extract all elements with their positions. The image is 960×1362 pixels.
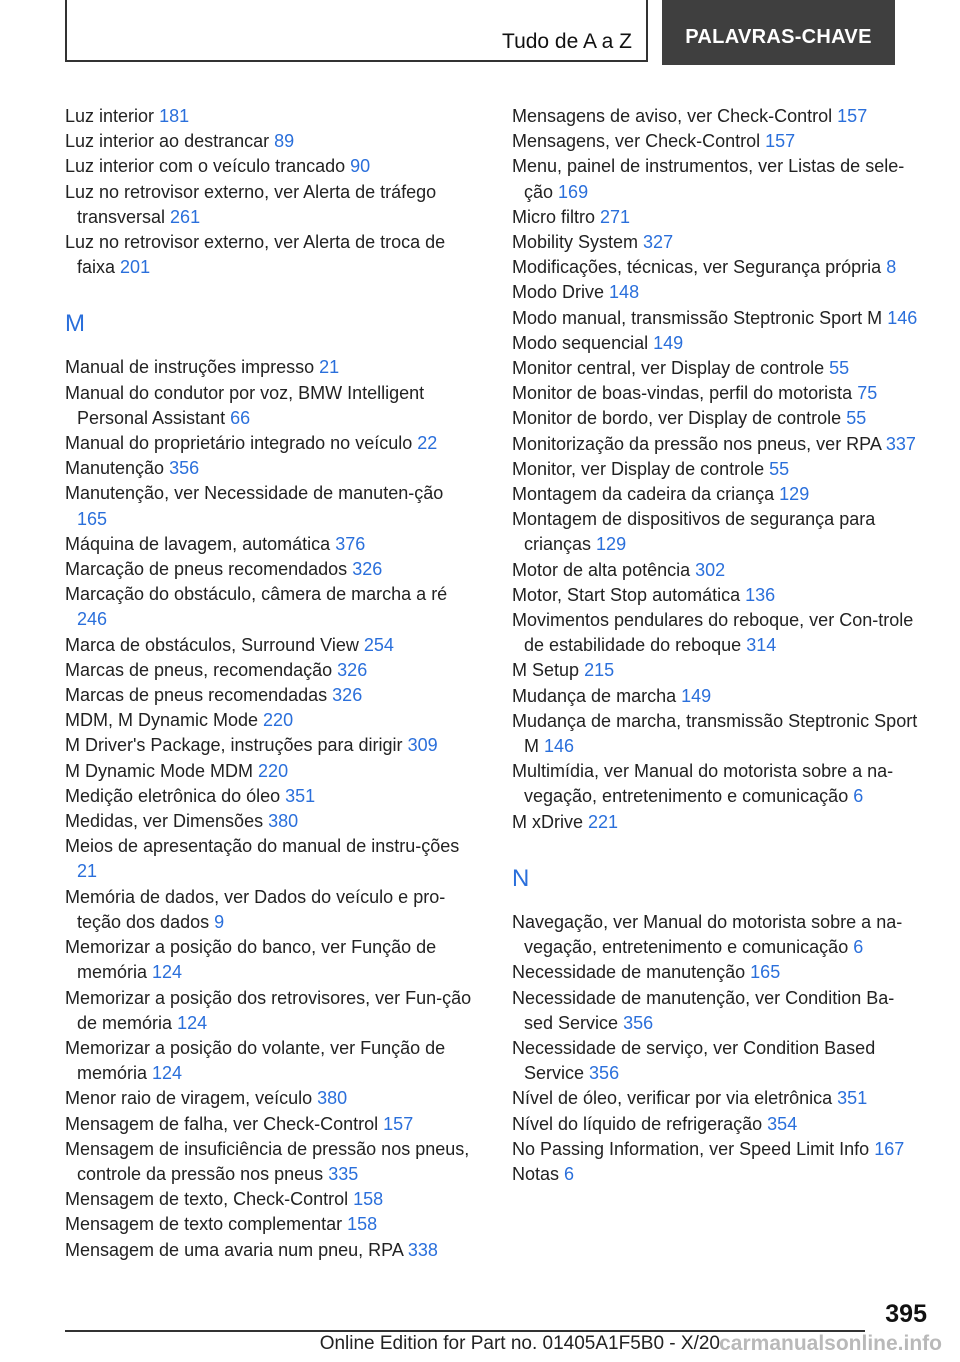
index-entry-text: Mensagens, ver Check-Control	[512, 131, 761, 152]
index-entry-text: Multimídia, ver Manual do motorista sobre a na‐vegação, entretenimento e comunicação	[512, 761, 894, 807]
edition-text: Online Edition for Part no. 01405A1F5B0 - X/20	[319, 1333, 720, 1354]
index-page-link[interactable]: 356	[623, 1012, 654, 1033]
index-page-link[interactable]: 356	[169, 458, 200, 479]
index-entry-text: Luz no retrovisor externo, ver Alerta de tráfego transversal	[65, 181, 437, 227]
index-entry	[65, 481, 473, 531]
index-page-link[interactable]: 167	[874, 1138, 905, 1159]
index-page-link[interactable]: 55	[846, 408, 867, 429]
index-entry-text: Motor, Start Stop automática	[512, 584, 741, 605]
index-entry	[65, 557, 473, 582]
watermark-logo: carmanualsonline.info	[719, 1332, 942, 1355]
index-entry-text: Mobility System	[512, 232, 639, 253]
index-entry	[512, 910, 920, 960]
index-page-link[interactable]: 220	[258, 760, 289, 781]
index-page-link[interactable]: 158	[353, 1189, 384, 1210]
index-entry-text: Marcas de pneus, recomendação	[65, 659, 333, 680]
index-entry-text: Memorizar a posição dos retrovisores, ver Fun‐ção de memória	[65, 987, 472, 1033]
index-page-link[interactable]: 21	[319, 357, 340, 378]
index-entry-text: Mensagens de aviso, ver Check-Control	[512, 106, 833, 126]
index-entry	[65, 935, 473, 985]
index-entry	[65, 1086, 473, 1111]
index-page-link[interactable]: 376	[335, 533, 366, 554]
index-entry	[65, 658, 473, 683]
index-entry-text: Necessidade de manutenção	[512, 962, 746, 983]
index-page-link[interactable]: 149	[653, 332, 684, 353]
index-section-letter: N	[512, 864, 530, 892]
index-entry-text: Mensagem de uma avaria num pneu, RPA	[65, 1239, 403, 1260]
index-entry-text: Monitor de bordo, ver Display de controle	[512, 408, 842, 429]
index-page-link[interactable]: 201	[120, 257, 151, 278]
index-entry	[512, 709, 920, 759]
index-entry	[65, 1112, 473, 1137]
index-entry-text: Medição eletrônica do óleo	[65, 785, 281, 806]
index-page-link[interactable]: 314	[746, 635, 777, 656]
index-page-link[interactable]: 66	[230, 407, 251, 428]
index-entry	[65, 986, 473, 1036]
index-entry-text: Modificações, técnicas, ver Segurança própria	[512, 257, 882, 278]
index-entry-text: Motor de alta potência	[512, 559, 691, 580]
index-entry-text: Manutenção	[65, 458, 165, 479]
chapter-tab	[662, 0, 895, 65]
index-entry	[512, 1036, 920, 1086]
index-entry-text: Menor raio de viragem, veículo	[65, 1088, 313, 1109]
index-entry	[512, 104, 920, 129]
index-entry	[65, 532, 473, 557]
index-page-link[interactable]: 246	[77, 609, 108, 630]
index-entry-text: Memória de dados, ver Dados do veículo e pro‐teção dos dados	[65, 886, 446, 932]
index-entry-text: Montagem da cadeira da criança	[512, 484, 775, 505]
index-entry-text: Necessidade de manutenção, ver Condition Ba‐sed Service	[512, 987, 895, 1033]
index-page-link[interactable]: 6	[853, 937, 864, 958]
index-page-link[interactable]: 335	[328, 1163, 359, 1184]
index-page-link[interactable]: 380	[268, 811, 299, 832]
index-entry	[512, 230, 920, 255]
index-entry	[512, 381, 920, 406]
index-entry	[65, 456, 473, 481]
index-page-link[interactable]: 181	[159, 106, 190, 126]
index-entry	[512, 280, 920, 305]
page-header	[65, 0, 895, 65]
index-column-left	[65, 104, 473, 1263]
page-number: 395	[885, 1300, 927, 1328]
index-entry	[512, 986, 920, 1036]
index-page-link[interactable]: 351	[285, 785, 316, 806]
index-entry	[65, 784, 473, 809]
index-entry	[65, 1212, 473, 1237]
index-entry-text: Marcação de pneus recomendados	[65, 559, 348, 580]
index-entry	[65, 1238, 473, 1263]
index-entry	[65, 104, 473, 129]
index-entry	[65, 885, 473, 935]
index-entry-text: Luz no retrovisor externo, ver Alerta de troca de faixa	[65, 232, 446, 278]
index-entry-text: Monitor, ver Display de controle	[512, 458, 765, 479]
index-entry-text: Modo Drive	[512, 282, 605, 303]
index-entry	[65, 1137, 473, 1187]
index-entry	[65, 633, 473, 658]
section-title: Tudo de A a Z	[502, 30, 632, 53]
index-entry-text: Manual do condutor por voz, BMW Intelligent Personal Assistant	[65, 382, 425, 428]
index-page-link[interactable]: 22	[417, 433, 438, 454]
index-page-link[interactable]: 149	[681, 685, 712, 706]
index-entry-text: No Passing Information, ver Speed Limit Info	[512, 1138, 870, 1159]
index-page-link[interactable]: 124	[152, 962, 183, 983]
index-page-link[interactable]: 261	[170, 206, 201, 227]
index-page-link[interactable]: 380	[317, 1088, 348, 1109]
index-page-link[interactable]: 157	[837, 106, 868, 126]
index-entry-text: Manual do proprietário integrado no veículo	[65, 433, 413, 454]
index-entry	[512, 406, 920, 431]
index-page-link[interactable]: 75	[857, 383, 878, 404]
index-entry-text: Monitor de boas-vindas, perfil do motorista	[512, 383, 853, 404]
index-page-link[interactable]: 6	[853, 786, 864, 807]
index-entry	[65, 180, 473, 230]
index-page-link[interactable]: 337	[885, 433, 916, 454]
index-entry-text: Notas	[512, 1163, 560, 1184]
index-entry-text: Luz interior com o veículo trancado	[65, 156, 346, 177]
index-entry-text: Memorizar a posição do volante, ver Função de memória	[65, 1037, 446, 1084]
index-page-link[interactable]: 165	[77, 508, 108, 529]
index-entry-text: Modo manual, transmissão Steptronic Sport M	[512, 307, 883, 328]
index-page-link[interactable]: 55	[829, 358, 850, 379]
index-page-link[interactable]: 158	[347, 1214, 378, 1235]
index-page-link[interactable]: 148	[609, 282, 640, 303]
index-section-letter: M	[65, 310, 85, 338]
index-entry-text: Menu, painel de instrumentos, ver Listas de sele‐ção	[512, 156, 905, 202]
index-entry-text: Manutenção, ver Necessidade de manuten‐ção	[65, 483, 444, 504]
index-page-link[interactable]: 220	[263, 710, 294, 731]
index-column-right	[512, 104, 920, 1187]
index-page-link[interactable]: 326	[337, 659, 368, 680]
index-page-link[interactable]: 338	[407, 1239, 438, 1260]
index-entry	[512, 684, 920, 709]
index-page-link[interactable]: 354	[767, 1113, 798, 1134]
index-entry-text: Marca de obstáculos, Surround View	[65, 634, 359, 655]
index-entry-text: Luz interior ao destrancar	[65, 131, 270, 152]
index-entry-text: Manual de instruções impresso	[65, 357, 315, 378]
index-page-link[interactable]: 169	[558, 181, 589, 202]
index-entry-text: M xDrive	[512, 811, 583, 832]
index-entry-text: Montagem de dispositivos de segurança para crianças	[512, 509, 876, 555]
index-entry	[512, 558, 920, 583]
index-page-link[interactable]: 157	[383, 1113, 414, 1134]
index-entry-text: Navegação, ver Manual do motorista sobre a na‐vegação, entretenimento e comunicação	[512, 911, 903, 958]
index-entry	[65, 129, 473, 154]
index-entry	[65, 733, 473, 758]
index-entry	[65, 431, 473, 456]
index-entry	[512, 1137, 920, 1162]
index-entry	[65, 683, 473, 708]
index-entry	[512, 1086, 920, 1111]
index-entry	[65, 809, 473, 834]
index-entry	[512, 154, 920, 204]
index-entry	[65, 381, 473, 431]
index-entry	[512, 255, 920, 280]
index-entry	[65, 230, 473, 280]
index-page-link[interactable]: 9	[214, 911, 225, 932]
index-page-link[interactable]: 6	[564, 1163, 575, 1184]
index-entry	[65, 708, 473, 733]
index-entry	[512, 457, 920, 482]
index-page-link[interactable]: 89	[274, 131, 295, 152]
index-entry	[512, 960, 920, 985]
index-page-link[interactable]: 271	[600, 206, 631, 227]
index-entry-text: Mudança de marcha, transmissão Steptronic Sport M	[512, 710, 918, 757]
index-entry	[65, 1036, 473, 1086]
index-entry	[512, 306, 920, 331]
index-entry-text: Nível do líquido de refrigeração	[512, 1113, 763, 1134]
index-entry-text: Meios de apresentação do manual de instru‐ções	[65, 836, 460, 857]
index-page-link[interactable]: 90	[350, 156, 371, 177]
index-page-link[interactable]: 327	[643, 232, 674, 253]
index-entry	[512, 331, 920, 356]
index-entry	[512, 356, 920, 381]
index-entry-text: Memorizar a posição do banco, ver Função de memória	[65, 937, 437, 983]
index-entry	[512, 1162, 920, 1187]
index-page-link[interactable]: 254	[363, 634, 394, 655]
index-entry	[512, 129, 920, 154]
index-page-link[interactable]: 309	[407, 735, 438, 756]
index-page-link[interactable]: 124	[177, 1012, 208, 1033]
index-entry-text: Modo sequencial	[512, 332, 649, 353]
index-page-link[interactable]: 146	[544, 736, 575, 757]
index-entry-text: Mensagem de insuficiência de pressão nos pneus, controle da pressão nos pneus	[65, 1138, 470, 1184]
index-entry-text: Medidas, ver Dimensões	[65, 811, 264, 832]
index-entry-text: MDM, M Dynamic Mode	[65, 710, 259, 731]
index-entry-text: Nível de óleo, verificar por via eletrônica	[512, 1088, 833, 1109]
index-page-link[interactable]: 351	[837, 1088, 868, 1109]
index-entry	[65, 154, 473, 179]
index-entry	[512, 507, 920, 557]
index-page-link[interactable]: 302	[695, 559, 726, 580]
index-page-link[interactable]: 124	[152, 1063, 183, 1084]
index-entry-text: M Setup	[512, 660, 580, 681]
index-page-link[interactable]: 221	[588, 811, 619, 832]
index-page-link[interactable]: 157	[765, 131, 796, 152]
chapter-tab-label: PALAVRAS-CHAVE	[685, 26, 872, 48]
index-entry	[512, 658, 920, 683]
index-page-link[interactable]: 165	[750, 962, 781, 983]
index-page-link[interactable]: 129	[596, 534, 627, 555]
index-entry	[512, 810, 920, 835]
index-entry-text: Marcação do obstáculo, câmera de marcha a ré	[65, 584, 448, 605]
index-entry	[512, 482, 920, 507]
index-entry-text: Mensagem de texto, Check-Control	[65, 1189, 349, 1210]
index-entry	[512, 205, 920, 230]
index-entry-text: Marcas de pneus recomendadas	[65, 685, 328, 706]
index-entry	[65, 759, 473, 784]
index-entry	[512, 759, 920, 809]
index-entry-text: Luz interior	[65, 106, 155, 126]
index-page-link[interactable]: 356	[589, 1063, 620, 1084]
index-entry	[512, 583, 920, 608]
index-entry-text: Monitorização da pressão nos pneus, ver RPA	[512, 433, 881, 454]
index-entry	[65, 1187, 473, 1212]
index-entry	[65, 355, 473, 380]
index-entry-text: Mensagem de falha, ver Check-Control	[65, 1113, 379, 1134]
index-page-link[interactable]: 129	[779, 484, 810, 505]
index-entry-text: M Driver's Package, instruções para dirigir	[65, 735, 403, 756]
index-entry-text: Mudança de marcha	[512, 685, 677, 706]
index-page-link[interactable]: 215	[584, 660, 615, 681]
section-header-box	[65, 0, 648, 62]
index-entry	[512, 1112, 920, 1137]
index-page-link[interactable]: 8	[886, 257, 897, 278]
index-entry-text: Movimentos pendulares do reboque, ver Con‐trole de estabilidade do reboque	[512, 610, 914, 656]
index-page-link[interactable]: 21	[77, 861, 98, 882]
index-entry-text: Máquina de lavagem, automática	[65, 533, 331, 554]
index-entry	[65, 582, 473, 632]
index-entry-text: Monitor central, ver Display de controle	[512, 358, 825, 379]
index-entry	[512, 432, 920, 457]
index-entry-text: Necessidade de serviço, ver Condition Based Service	[512, 1037, 876, 1084]
index-page-link[interactable]: 326	[352, 559, 383, 580]
index-entry	[512, 608, 920, 658]
index-page-link[interactable]: 146	[887, 307, 918, 328]
index-entry-text: Micro filtro	[512, 206, 596, 227]
index-entry-text: Mensagem de texto complementar	[65, 1214, 343, 1235]
index-page-link[interactable]: 55	[769, 458, 790, 479]
index-entry-text: M Dynamic Mode MDM	[65, 760, 254, 781]
index-entry	[65, 834, 473, 884]
index-page-link[interactable]: 326	[332, 685, 363, 706]
index-page-link[interactable]: 136	[745, 584, 776, 605]
